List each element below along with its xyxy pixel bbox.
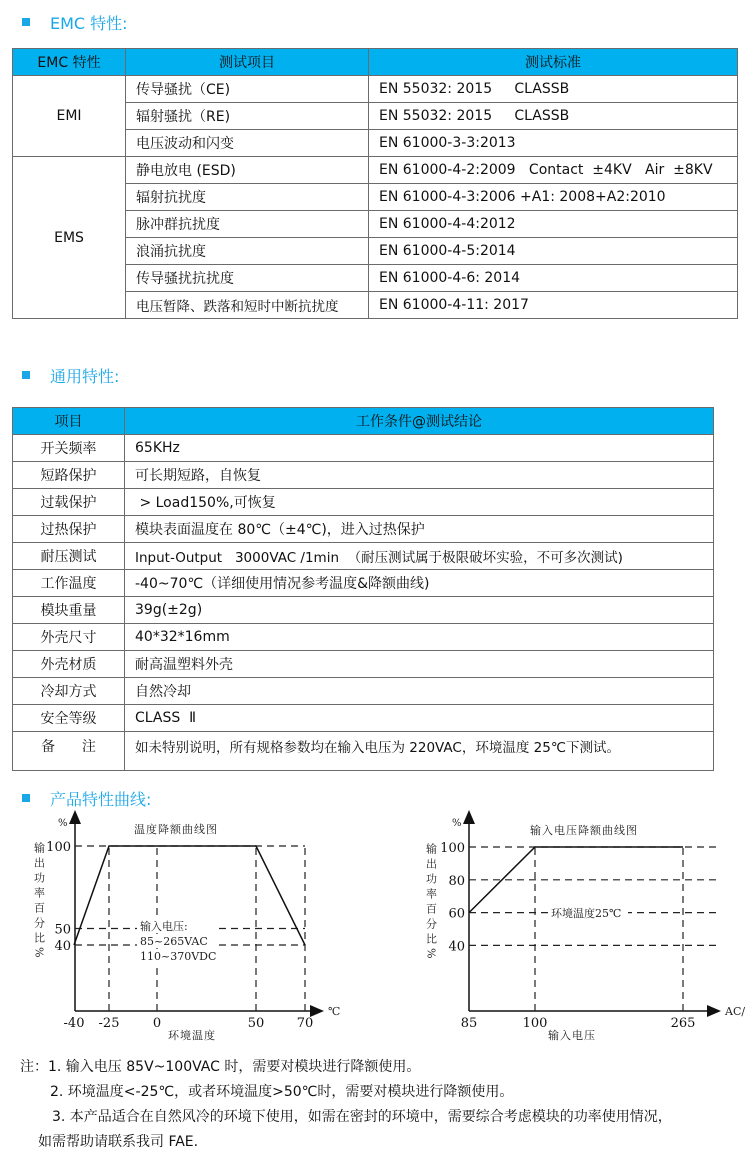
note-line: 2. 环境温度<-25℃，或者环境温度>50℃时，需要对模块进行降额使用。 — [50, 1084, 514, 1100]
general-value: 自然冷却 — [125, 678, 714, 705]
general-header-cell: 工作条件@测试结论 — [125, 408, 714, 435]
general-value: 耐高温塑料外壳 — [125, 651, 714, 678]
general-value: -40~70℃（详细使用情况参考温度&降额曲线) — [125, 570, 714, 597]
table-row — [13, 570, 714, 597]
emc-header-cell: 测试项目 — [126, 49, 369, 76]
general-value: 40*32*16mm — [125, 624, 714, 651]
general-value: 39g(±2g) — [125, 597, 714, 624]
emc-item: 脉冲群抗扰度 — [126, 211, 369, 238]
x-unit-label: AC/ — [725, 1005, 746, 1018]
y-axis-arrow-icon — [69, 810, 81, 824]
emc-standard: EN 61000-4-3:2006 +A1: 2008+A2:2010 — [369, 184, 738, 211]
emc-standard: EN 61000-4-5:2014 — [369, 238, 738, 265]
y-unit-label: % — [452, 818, 462, 829]
table-row — [13, 435, 714, 462]
section-title-text: 产品特性曲线: — [50, 789, 152, 809]
y-tick-label: 80 — [448, 873, 465, 889]
table-row — [13, 732, 714, 771]
emc-header-cell: 测试标准 — [369, 49, 738, 76]
x-tick-label: 0 — [152, 1016, 162, 1031]
emc-header-cell: EMC 特性 — [13, 49, 126, 76]
general-item: 过热保护 — [13, 516, 125, 543]
general-item: 工作温度 — [13, 570, 125, 597]
table-row — [13, 76, 738, 103]
general-item: 耐压测试 — [13, 543, 125, 570]
table-row — [13, 651, 714, 678]
emc-standard: EN 61000-4-2:2009 Contact ±4KV Air ±8KV — [369, 157, 738, 184]
general-value: CLASS Ⅱ — [125, 705, 714, 732]
y-axis-label: 输出功率百分比% — [424, 843, 438, 963]
emc-header-row — [13, 49, 738, 76]
general-item: 短路保护 — [13, 462, 125, 489]
emc-item: 浪涌抗扰度 — [126, 238, 369, 265]
emc-item: 电压波动和闪变 — [126, 130, 369, 157]
general-table — [12, 407, 714, 771]
emc-group-emi: EMI — [13, 76, 126, 157]
y-unit-label: % — [58, 818, 68, 829]
general-item: 过载保护 — [13, 489, 125, 516]
general-item: 模块重量 — [13, 597, 125, 624]
general-value: Input-Output 3000VAC /1min （耐压测试属于极限破坏实验，不可多次测试) — [125, 543, 714, 570]
chart-title: 温度降额曲线图 — [134, 823, 218, 836]
y-tick-label: 100 — [440, 841, 465, 856]
emc-item: 传导骚扰（CE) — [126, 76, 369, 103]
chart-title: 输入电压降额曲线图 — [530, 824, 638, 837]
emc-item: 传导骚扰抗扰度 — [126, 265, 369, 292]
y-tick-label: 40 — [54, 939, 71, 954]
square-bullet-icon — [22, 18, 30, 26]
x-tick-label: 100 — [522, 1016, 548, 1031]
x-tick-label: 85 — [460, 1016, 478, 1031]
note-line: 注：1. 输入电压 85V~100VAC 时，需要对模块进行降额使用。 — [20, 1059, 421, 1075]
table-row — [13, 678, 714, 705]
y-axis-arrow-icon — [463, 810, 475, 824]
x-axis-arrow-icon — [707, 1005, 721, 1017]
y-tick-label: 100 — [46, 840, 71, 855]
note-line: 3. 本产品适合在自然风冷的环境下使用，如需在密封的环境中，需要综合考虑模块的功率使用情况， — [52, 1109, 672, 1125]
general-value: > Load150%,可恢复 — [125, 489, 714, 516]
section-title-text: EMC 特性: — [50, 13, 128, 33]
section-title-general — [22, 363, 119, 387]
table-row — [13, 462, 714, 489]
general-value: 可长期短路，自恢复 — [125, 462, 714, 489]
y-tick-label: 40 — [448, 939, 465, 955]
general-header-cell: 项目 — [13, 408, 125, 435]
x-tick-label: 50 — [247, 1016, 265, 1031]
emc-standard: EN 61000-4-4:2012 — [369, 211, 738, 238]
general-value: 65KHz — [125, 435, 714, 462]
y-tick-label: 50 — [54, 922, 71, 938]
emc-item: 电压暂降、跌落和短时中断抗扰度 — [126, 292, 369, 319]
emc-standard: EN 55032: 2015 CLASSB — [369, 103, 738, 130]
table-row — [13, 624, 714, 651]
general-item: 开关频率 — [13, 435, 125, 462]
general-item: 安全等级 — [13, 705, 125, 732]
emc-standard: EN 61000-4-11: 2017 — [369, 292, 738, 319]
annotation-text: 环境温度25℃ — [551, 907, 622, 920]
x-tick-label: 265 — [670, 1016, 696, 1031]
table-row — [13, 516, 714, 543]
general-item: 外壳尺寸 — [13, 624, 125, 651]
table-row — [13, 705, 714, 732]
input-voltage-derating-chart — [375, 800, 750, 1045]
annotation-text: 110~370VDC — [140, 950, 217, 963]
general-item: 备 注 — [13, 732, 125, 771]
table-row — [13, 157, 738, 184]
annotation-text: 输入电压: — [140, 920, 188, 933]
section-title-text: 通用特性: — [50, 366, 120, 386]
y-tick-label: 60 — [448, 906, 465, 922]
emc-table — [12, 48, 738, 319]
y-axis-label: 输出功率百分比% — [32, 842, 46, 962]
x-tick-label: 70 — [296, 1016, 314, 1031]
general-value: 模块表面温度在 80℃（±4℃)，进入过热保护 — [125, 516, 714, 543]
general-header-row — [13, 408, 714, 435]
emc-standard: EN 61000-4-6: 2014 — [369, 265, 738, 292]
emc-item: 辐射骚扰（RE) — [126, 103, 369, 130]
general-item: 冷却方式 — [13, 678, 125, 705]
temperature-derating-chart — [0, 800, 375, 1045]
table-row — [13, 597, 714, 624]
general-item: 外壳材质 — [13, 651, 125, 678]
emc-item: 静电放电 (ESD) — [126, 157, 369, 184]
table-row — [13, 489, 714, 516]
emc-standard: EN 55032: 2015 CLASSB — [369, 76, 738, 103]
table-row — [13, 543, 714, 570]
x-axis-label: 环境温度 — [168, 1029, 216, 1042]
x-tick-label: -25 — [98, 1016, 120, 1031]
square-bullet-icon — [22, 371, 30, 379]
emc-item: 辐射抗扰度 — [126, 184, 369, 211]
x-unit-label: ℃ — [328, 1005, 341, 1018]
emc-group-ems: EMS — [13, 157, 126, 319]
x-tick-label: -40 — [63, 1016, 85, 1031]
general-value: 如未特别说明，所有规格参数均在输入电压为 220VAC，环境温度 25℃下测试。 — [125, 732, 714, 771]
annotation-text: 85~265VAC — [140, 935, 208, 948]
emc-standard: EN 61000-3-3:2013 — [369, 130, 738, 157]
x-axis-label: 输入电压 — [548, 1029, 596, 1042]
section-title-emc — [22, 10, 128, 34]
note-line: 如需帮助请联系我司 FAE. — [38, 1134, 199, 1150]
